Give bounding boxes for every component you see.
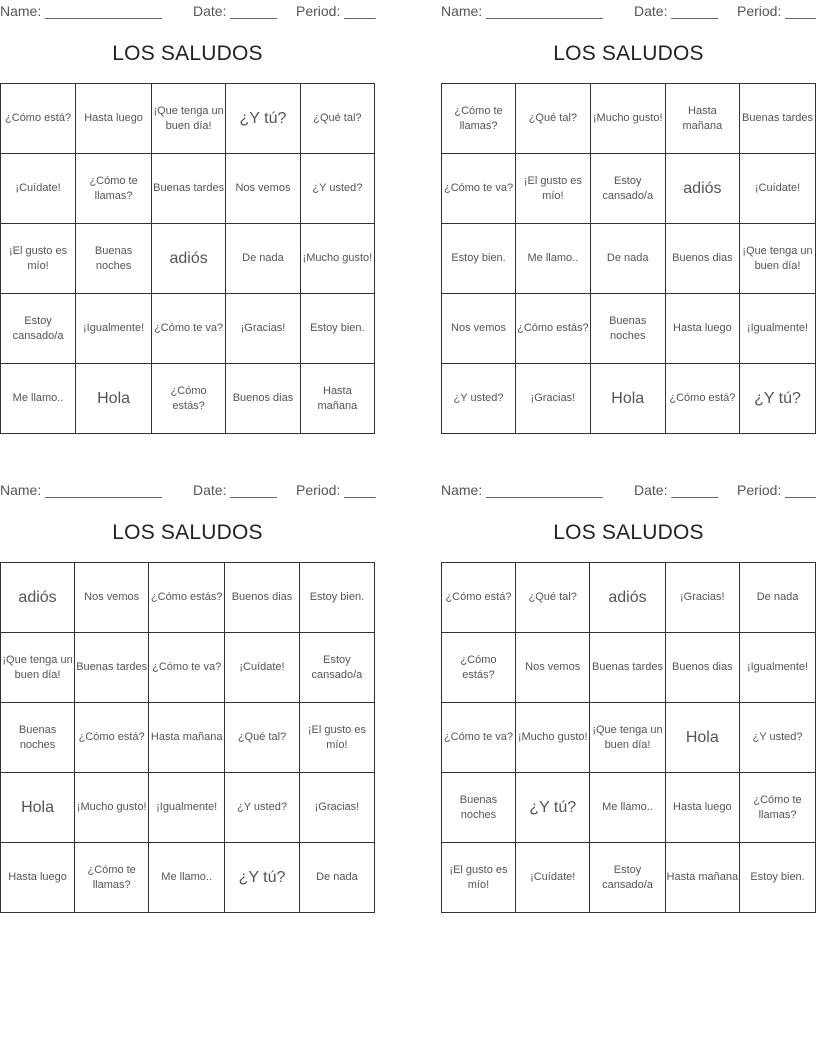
grid-cell: Hasta luego bbox=[665, 773, 740, 843]
grid-cell: ¡Que tenga un buen día! bbox=[740, 224, 816, 294]
grid-row bbox=[1, 84, 375, 154]
grid-cell: ¡Cuídate! bbox=[1, 154, 76, 224]
grid-cell: Hasta mañana bbox=[665, 84, 739, 154]
grid-cell: ¿Y tú? bbox=[740, 364, 816, 434]
name-label: Name: _______________ bbox=[0, 3, 162, 19]
grid-row bbox=[442, 154, 816, 224]
grid-cell: Buenos dias bbox=[665, 633, 740, 703]
grid-cell: Buenas noches bbox=[590, 294, 665, 364]
grid-cell: ¿Y usted? bbox=[225, 773, 300, 843]
grid-cell: ¡Mucho gusto! bbox=[300, 224, 374, 294]
grid-cell: Estoy bien. bbox=[300, 294, 374, 364]
grid-row bbox=[1, 843, 375, 913]
grid-cell: Buenas tardes bbox=[75, 633, 149, 703]
name-label: Name: _______________ bbox=[441, 482, 603, 498]
grid-cell: ¡Gracias! bbox=[226, 294, 301, 364]
name-label: Name: _______________ bbox=[441, 3, 603, 19]
grid-cell: Buenas tardes bbox=[152, 154, 226, 224]
grid-row bbox=[1, 563, 375, 633]
grid-cell: Estoy cansado/a bbox=[590, 154, 665, 224]
grid-cell: ¿Y tú? bbox=[515, 773, 590, 843]
grid-row bbox=[442, 84, 816, 154]
grid-cell: adiós bbox=[590, 563, 665, 633]
grid-row bbox=[442, 364, 816, 434]
date-label: Date: ______ bbox=[193, 482, 278, 498]
grid-cell: Hasta mañana bbox=[149, 703, 225, 773]
grid-cell: ¡Mucho gusto! bbox=[515, 703, 590, 773]
grid-cell: Me llamo.. bbox=[1, 364, 76, 434]
grid-cell: ¡Que tenga un buen día! bbox=[152, 84, 226, 154]
grid-row bbox=[442, 294, 816, 364]
grid-cell: Hasta mañana bbox=[300, 364, 374, 434]
grid-cell: Hasta luego bbox=[1, 843, 75, 913]
grid-cell: ¿Cómo estás? bbox=[152, 364, 226, 434]
grid-cell: ¡El gusto es mío! bbox=[516, 154, 591, 224]
grid-cell: Me llamo.. bbox=[516, 224, 591, 294]
date-label: Date: ______ bbox=[193, 3, 278, 19]
bingo-grid bbox=[0, 83, 375, 434]
period-label: Period: ____ bbox=[296, 3, 376, 19]
grid-cell: Estoy cansado/a bbox=[1, 294, 76, 364]
grid-cell: ¿Cómo te llamas? bbox=[442, 84, 516, 154]
grid-row bbox=[442, 773, 816, 843]
grid-row bbox=[442, 703, 816, 773]
bingo-card-3 bbox=[0, 479, 375, 919]
grid-cell: ¡Mucho gusto! bbox=[590, 84, 665, 154]
grid-cell: ¿Cómo estás? bbox=[516, 294, 591, 364]
grid-cell: Buenas noches bbox=[1, 703, 75, 773]
grid-cell: ¡El gusto es mío! bbox=[442, 843, 516, 913]
grid-cell: Estoy cansado/a bbox=[299, 633, 374, 703]
grid-cell: ¡Cuídate! bbox=[515, 843, 590, 913]
grid-cell: ¡El gusto es mío! bbox=[1, 224, 76, 294]
grid-cell: De nada bbox=[740, 563, 816, 633]
grid-row bbox=[442, 843, 816, 913]
grid-cell: Buenas tardes bbox=[740, 84, 816, 154]
grid-cell: ¡Cuídate! bbox=[225, 633, 300, 703]
grid-cell: Me llamo.. bbox=[590, 773, 665, 843]
name-label: Name: _______________ bbox=[0, 482, 162, 498]
grid-cell: ¿Y usted? bbox=[300, 154, 374, 224]
bingo-card-2 bbox=[441, 0, 816, 440]
grid-cell: Estoy bien. bbox=[299, 563, 374, 633]
bingo-grid bbox=[441, 562, 816, 913]
grid-cell: ¿Cómo te va? bbox=[442, 703, 516, 773]
grid-cell: Buenos dias bbox=[226, 364, 301, 434]
grid-cell: ¿Qué tal? bbox=[300, 84, 374, 154]
card-title: LOS SALUDOS bbox=[112, 42, 263, 65]
grid-cell: ¿Y usted? bbox=[740, 703, 816, 773]
bingo-card-1 bbox=[0, 0, 375, 440]
grid-cell: ¿Y tú? bbox=[225, 843, 300, 913]
grid-row bbox=[1, 294, 375, 364]
grid-cell: ¡Gracias! bbox=[665, 563, 740, 633]
period-label: Period: ____ bbox=[296, 482, 376, 498]
grid-cell: De nada bbox=[590, 224, 665, 294]
bingo-grid bbox=[0, 562, 375, 913]
date-label: Date: ______ bbox=[634, 482, 719, 498]
grid-cell: ¿Cómo estás? bbox=[442, 633, 516, 703]
grid-cell: ¡Cuídate! bbox=[740, 154, 816, 224]
grid-cell: ¿Cómo te va? bbox=[149, 633, 225, 703]
grid-cell: Me llamo.. bbox=[149, 843, 225, 913]
bingo-grid bbox=[441, 83, 816, 434]
grid-cell: ¿Cómo te llamas? bbox=[75, 843, 149, 913]
period-label: Period: ____ bbox=[737, 3, 816, 19]
grid-cell: ¿Cómo te llamas? bbox=[76, 154, 152, 224]
grid-cell: ¡Gracias! bbox=[299, 773, 374, 843]
grid-cell: adiós bbox=[665, 154, 739, 224]
grid-cell: Hola bbox=[1, 773, 75, 843]
grid-cell: ¿Cómo está? bbox=[75, 703, 149, 773]
grid-row bbox=[1, 224, 375, 294]
grid-cell: Buenas noches bbox=[442, 773, 516, 843]
card-title: LOS SALUDOS bbox=[553, 521, 704, 544]
grid-cell: ¡Mucho gusto! bbox=[75, 773, 149, 843]
grid-row bbox=[1, 154, 375, 224]
grid-cell: Buenos dias bbox=[225, 563, 300, 633]
grid-cell: ¡Igualmente! bbox=[76, 294, 152, 364]
grid-cell: Hola bbox=[665, 703, 740, 773]
grid-cell: adiós bbox=[1, 563, 75, 633]
grid-row bbox=[1, 364, 375, 434]
grid-cell: Buenas tardes bbox=[590, 633, 665, 703]
grid-row bbox=[442, 633, 816, 703]
grid-cell: ¡Que tenga un buen día! bbox=[590, 703, 665, 773]
grid-cell: De nada bbox=[299, 843, 374, 913]
grid-row bbox=[1, 633, 375, 703]
grid-cell: adiós bbox=[152, 224, 226, 294]
grid-cell: ¿Cómo está? bbox=[442, 563, 516, 633]
period-label: Period: ____ bbox=[737, 482, 816, 498]
grid-cell: ¿Cómo te va? bbox=[152, 294, 226, 364]
card-title: LOS SALUDOS bbox=[553, 42, 704, 65]
grid-row bbox=[1, 773, 375, 843]
grid-cell: ¿Cómo está? bbox=[665, 364, 739, 434]
grid-cell: ¿Qué tal? bbox=[225, 703, 300, 773]
grid-cell: ¿Cómo te va? bbox=[442, 154, 516, 224]
card-title: LOS SALUDOS bbox=[112, 521, 263, 544]
grid-row bbox=[442, 224, 816, 294]
grid-cell: ¡Igualmente! bbox=[149, 773, 225, 843]
date-label: Date: ______ bbox=[634, 3, 719, 19]
grid-cell: Hola bbox=[76, 364, 152, 434]
bingo-card-4 bbox=[441, 479, 816, 919]
grid-cell: ¿Y tú? bbox=[226, 84, 301, 154]
grid-cell: Estoy cansado/a bbox=[590, 843, 665, 913]
grid-cell: Nos vemos bbox=[226, 154, 301, 224]
grid-row bbox=[442, 563, 816, 633]
grid-cell: Estoy bien. bbox=[740, 843, 816, 913]
grid-cell: ¡Que tenga un buen día! bbox=[1, 633, 75, 703]
grid-cell: ¡Igualmente! bbox=[740, 633, 816, 703]
grid-cell: Hasta mañana bbox=[665, 843, 740, 913]
grid-cell: Nos vemos bbox=[515, 633, 590, 703]
grid-cell: ¿Cómo te llamas? bbox=[740, 773, 816, 843]
grid-cell: ¡Igualmente! bbox=[740, 294, 816, 364]
grid-cell: ¿Cómo estás? bbox=[149, 563, 225, 633]
grid-cell: Nos vemos bbox=[442, 294, 516, 364]
grid-cell: ¿Cómo está? bbox=[1, 84, 76, 154]
grid-cell: Nos vemos bbox=[75, 563, 149, 633]
grid-cell: De nada bbox=[226, 224, 301, 294]
grid-row bbox=[1, 703, 375, 773]
grid-cell: ¡El gusto es mío! bbox=[299, 703, 374, 773]
grid-cell: Hola bbox=[590, 364, 665, 434]
grid-cell: Buenas noches bbox=[76, 224, 152, 294]
grid-cell: ¿Y usted? bbox=[442, 364, 516, 434]
grid-cell: Hasta luego bbox=[76, 84, 152, 154]
grid-cell: Estoy bien. bbox=[442, 224, 516, 294]
grid-cell: Hasta luego bbox=[665, 294, 739, 364]
grid-cell: ¡Gracias! bbox=[516, 364, 591, 434]
grid-cell: Buenos dias bbox=[665, 224, 739, 294]
grid-cell: ¿Qué tal? bbox=[516, 84, 591, 154]
grid-cell: ¿Qué tal? bbox=[515, 563, 590, 633]
